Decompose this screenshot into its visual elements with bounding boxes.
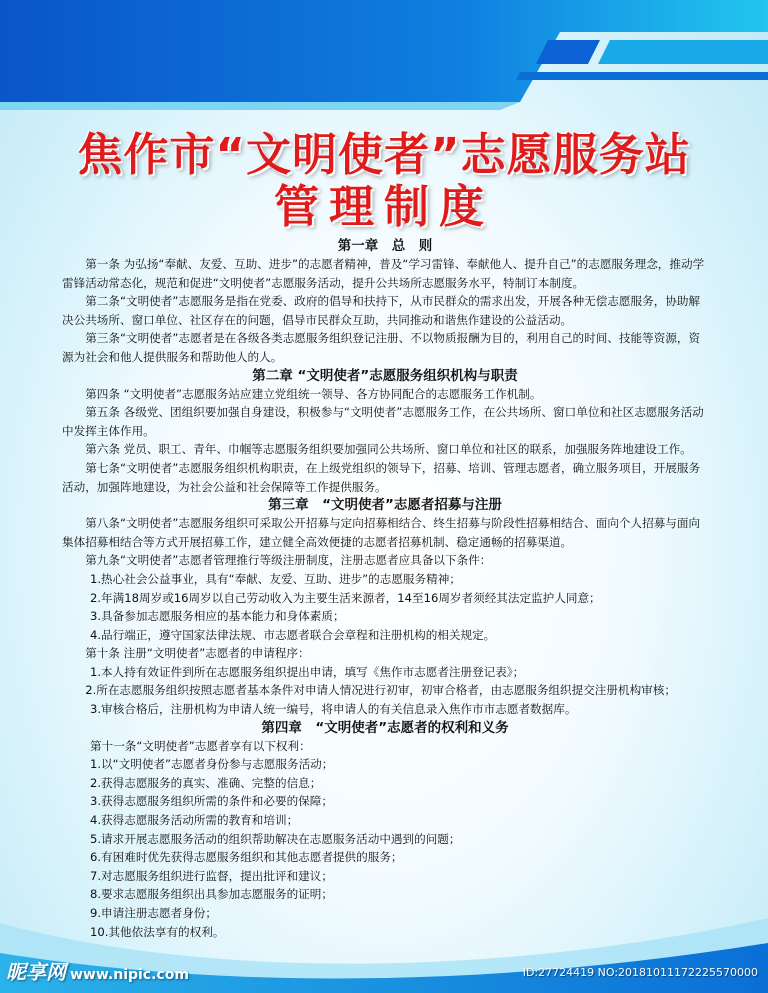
chapter-heading: 第一章 总 则 <box>337 238 433 254</box>
article-paragraph: 第六条 党员、职工、青年、巾帼等志愿服务组织要加强同公共场所、窗口单位和社区的联系，加强服务阵地建设工作。 <box>85 442 692 457</box>
list-item: 4.获得志愿服务活动所需的教育和培训； <box>90 813 299 828</box>
poster-title-line2: 管理制度 <box>273 180 494 233</box>
watermark-brand: 昵享网 <box>6 960 66 984</box>
article-paragraph: 第二条“文明使者”志愿服务是指在党委、政府的倡导和扶持下，从市民群众的需求出发，开展各种无偿志愿服务，协助解决公共场所、窗口单位、社区存在的问题，倡导市民群众互助，共同推动和谐焦作建设的公益活动。 <box>62 294 701 327</box>
chapter-heading: 第二章 “文明使者”志愿服务组织机构与职责 <box>252 367 518 384</box>
list-item: 3.获得志愿服务组织所需的条件和必要的保障； <box>90 794 333 809</box>
list-item: 2.获得志愿服务的真实、准确、完整的信息； <box>90 775 322 790</box>
list-item: 6.有困难时优先获得志愿服务组织和其他志愿者提供的服务； <box>90 850 403 865</box>
list-item: 10.其他依法享有的权利。 <box>90 924 225 939</box>
chapter-heading: 第三章 “文明使者”志愿者招募与注册 <box>268 497 502 514</box>
list-item: 7.对志愿服务组织进行监督，提出批评和建议； <box>90 868 333 883</box>
list-item: 8.要求志愿服务组织出具参加志愿服务的证明； <box>90 887 333 902</box>
watermark-logo <box>6 956 189 985</box>
list-item: 9.申请注册志愿者身份； <box>90 906 217 920</box>
regulation-body <box>62 237 708 941</box>
list-item: 4.品行端正，遵守国家法律法规、市志愿者联合会章程和注册机构的相关规定。 <box>90 627 496 642</box>
list-item: 1.本人持有效证件到所在志愿服务组织提出申请，填写《焦作市志愿者注册登记表》； <box>90 664 525 679</box>
list-item: 3.具备参加志愿服务相应的基本能力和身体素质； <box>90 609 345 624</box>
article-paragraph: 第十条 注册“文明使者”志愿者的申请程序： <box>85 646 310 661</box>
article-paragraph: 第五条 各级党、团组织要加强自身建设，积极参与“文明使者”志愿服务工作，在公共场所、窗口单位和社区志愿服务活动中发挥主体作用。 <box>62 405 704 438</box>
list-item: 5.请求开展志愿服务活动的组织帮助解决在志愿服务活动中遇到的问题； <box>90 831 461 846</box>
chapter-heading: 第四章 “文明使者”志愿者的权利和义务 <box>261 719 509 736</box>
poster-title-line1: 焦作市“文明使者”志愿服务站 <box>77 128 691 181</box>
article-paragraph: 第一条 为弘扬“奉献、友爱、互助、进步”的志愿者精神，普及“学习雷锋、奉献他人、提升自己”的志愿服务理念，推动学雷锋活动常态化，规范和促进“文明使者”志愿服务活动，提升公共场所志愿服务水平，特制订本制度。 <box>62 257 705 290</box>
image-id-label: ID:27724419 NO:20181011172225570000 <box>522 966 758 979</box>
article-paragraph: 第九条“文明使者”志愿者管理推行等级注册制度，注册志愿者应具备以下条件： <box>85 553 492 568</box>
article-paragraph: 第四条 “文明使者”志愿服务站应建立党组统一领导、各方协同配合的志愿服务工作机制。 <box>85 386 542 401</box>
list-item: 1.热心社会公益事业，具有“奉献、友爱、互助、进步”的志愿服务精神； <box>90 571 461 586</box>
article-paragraph: 第八条“文明使者”志愿服务组织可采取公开招募与定向招募相结合、终生招募与阶段性招募相结合、面向个人招募与面向集体招募相结合等方式开展招募工作，建立健全高效便捷的志愿者招募机制、稳定通畅的招募渠道。 <box>62 516 701 549</box>
top-decorative-band <box>0 0 768 110</box>
article-paragraph: 第十一条“文明使者”志愿者享有以下权利： <box>90 738 311 753</box>
article-paragraph: 第七条“文明使者”志愿服务组织机构职责，在上级党组织的领导下，招募、培训、管理志愿者，确立服务项目，开展服务活动，加强阵地建设，为社会公益和社会保障等工作提供服务。 <box>62 460 701 494</box>
list-item: 2.年满18周岁或16周岁以自己劳动收入为主要生活来源者，14至16周岁者须经其法定监护人同意； <box>90 590 601 605</box>
watermark-url: www.nipic.com <box>70 967 189 983</box>
list-item: 3.审核合格后，注册机构为申请人统一编号，将申请人的有关信息录入焦作市市志愿者数据库。 <box>90 702 577 717</box>
list-item: 1.以“文明使者”志愿者身份参与志愿服务活动； <box>90 757 334 772</box>
list-item: 2.所在志愿服务组织按照志愿者基本条件对申请人情况进行初审，初审合格者，由志愿服务组织提交注册机构审核； <box>85 683 676 698</box>
article-paragraph: 第三条“文明使者”志愿者是在各级各类志愿服务组织登记注册、不以物质报酬为目的，利用自己的时间、技能等资源，资源为社会和他人提供服务和帮助他人的人。 <box>62 331 701 364</box>
